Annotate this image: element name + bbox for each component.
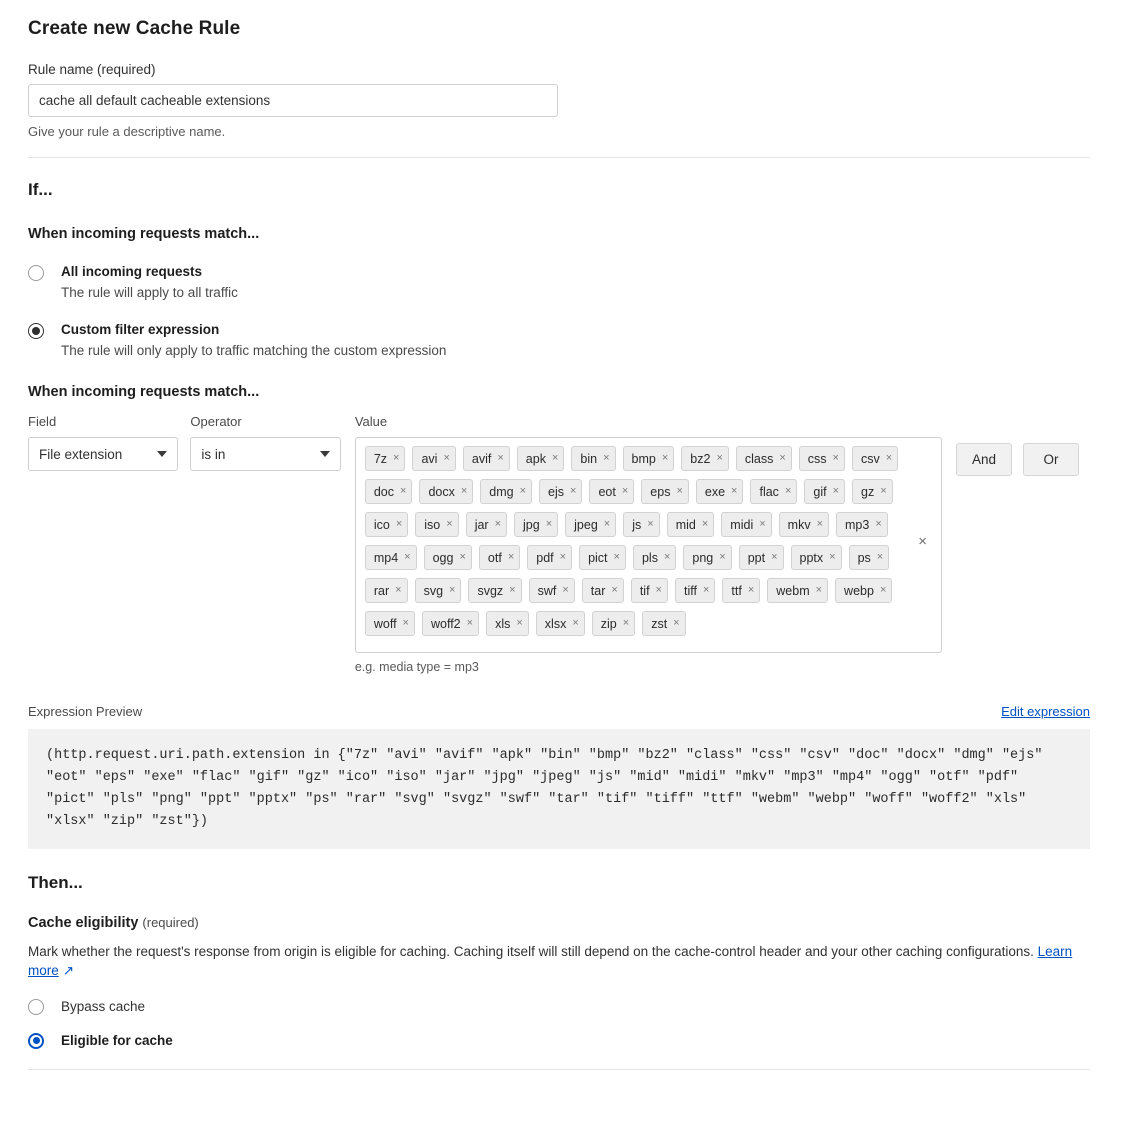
value-token-label: midi xyxy=(730,517,754,532)
field-select[interactable] xyxy=(28,437,178,471)
radio-bypass-cache[interactable] xyxy=(28,998,1090,1015)
value-token[interactable] xyxy=(631,578,668,603)
cache-eligibility-desc-text: Mark whether the request's response from origin is eligible for caching. Caching itself will still depend on the cache-control header and your other caching configurations. xyxy=(28,943,1038,959)
value-token-label: iso xyxy=(424,517,441,532)
chevron-down-icon xyxy=(320,451,330,457)
remove-token-icon[interactable]: × xyxy=(395,584,402,597)
remove-token-icon[interactable]: × xyxy=(570,485,577,498)
remove-token-icon[interactable]: × xyxy=(395,518,403,531)
remove-token-icon[interactable]: × xyxy=(879,584,887,597)
remove-token-icon[interactable]: × xyxy=(572,617,579,630)
value-token[interactable] xyxy=(722,578,760,603)
value-token-label: xlsx xyxy=(544,616,567,631)
then-section-heading: Then... xyxy=(28,872,83,892)
value-token[interactable] xyxy=(539,479,582,504)
value-token[interactable] xyxy=(571,446,615,471)
clear-all-icon[interactable]: × xyxy=(918,533,927,551)
remove-token-icon[interactable]: × xyxy=(551,452,559,465)
eligible-for-cache-label: Eligible for cache xyxy=(61,1032,173,1048)
rule-name-input[interactable] xyxy=(28,84,558,117)
remove-token-icon[interactable]: × xyxy=(621,485,629,498)
remove-token-icon[interactable]: × xyxy=(875,518,882,531)
value-token-label: mkv xyxy=(787,517,811,532)
value-token[interactable] xyxy=(675,578,715,603)
value-token-label: csv xyxy=(860,451,880,466)
value-token-label: webm xyxy=(776,583,810,598)
remove-token-icon[interactable]: × xyxy=(611,584,618,597)
remove-token-icon[interactable]: × xyxy=(443,452,450,465)
value-token-label: css xyxy=(807,451,827,466)
value-token-label: tiff xyxy=(683,583,697,598)
remove-token-icon[interactable]: × xyxy=(784,485,792,498)
value-token-label: avi xyxy=(421,451,438,466)
value-token-label: eot xyxy=(598,484,616,499)
value-token[interactable] xyxy=(750,479,797,504)
value-token-label: pdf xyxy=(536,550,554,565)
value-token-label: gz xyxy=(861,484,875,499)
value-token[interactable] xyxy=(480,479,532,504)
value-token[interactable] xyxy=(667,512,715,537)
value-token-label: ttf xyxy=(731,583,742,598)
value-token[interactable] xyxy=(696,479,744,504)
remove-token-icon[interactable]: × xyxy=(829,551,836,564)
value-token[interactable] xyxy=(365,446,406,471)
value-token[interactable] xyxy=(466,512,507,537)
radio-icon-unselected[interactable] xyxy=(28,999,44,1015)
value-token[interactable] xyxy=(683,545,731,570)
remove-token-icon[interactable]: × xyxy=(661,452,669,465)
remove-token-icon[interactable]: × xyxy=(497,452,504,465)
value-token-label: webp xyxy=(844,583,874,598)
external-link-icon: ↗ xyxy=(62,963,75,979)
value-token-label: pptx xyxy=(799,550,824,565)
field-column-label: Field xyxy=(28,414,57,430)
value-token-label: ps xyxy=(857,550,871,565)
value-token-label: ppt xyxy=(747,550,766,565)
operator-select[interactable] xyxy=(190,437,340,471)
expression-builder xyxy=(28,414,1090,674)
or-button[interactable]: Or xyxy=(1023,443,1079,476)
value-token[interactable] xyxy=(836,512,888,537)
value-token-label: exe xyxy=(704,484,726,499)
value-token[interactable] xyxy=(721,512,771,537)
value-token[interactable] xyxy=(527,545,572,570)
operator-select-value: is in xyxy=(201,446,226,462)
radio-icon-selected[interactable] xyxy=(28,323,44,339)
value-token-label: mp3 xyxy=(845,517,870,532)
value-token[interactable] xyxy=(633,545,676,570)
value-token[interactable] xyxy=(579,545,626,570)
page-title: Create new Cache Rule xyxy=(28,18,241,39)
remove-token-icon[interactable]: × xyxy=(779,452,786,465)
value-token[interactable] xyxy=(365,512,408,537)
value-token-label: zip xyxy=(600,616,617,631)
remove-token-icon[interactable]: × xyxy=(771,551,778,564)
remove-token-icon[interactable]: × xyxy=(832,452,839,465)
cache-eligibility-description xyxy=(28,942,1090,981)
radio-all-desc: The rule will apply to all traffic xyxy=(61,285,238,301)
remove-token-icon[interactable]: × xyxy=(613,551,620,564)
radio-custom-desc: The rule will only apply to traffic matching the custom expression xyxy=(61,343,447,359)
rule-name-help: Give your rule a descriptive name. xyxy=(28,124,226,139)
value-token-label: flac xyxy=(759,484,779,499)
cache-eligibility-required: (required) xyxy=(142,914,199,930)
remove-token-icon[interactable]: × xyxy=(731,485,738,498)
value-token[interactable] xyxy=(835,578,892,603)
value-token[interactable] xyxy=(589,479,634,504)
value-token-label: zst xyxy=(651,616,668,631)
bypass-cache-label: Bypass cache xyxy=(61,998,146,1014)
value-token[interactable] xyxy=(365,479,413,504)
remove-token-icon[interactable]: × xyxy=(562,584,569,597)
value-token[interactable] xyxy=(623,446,675,471)
learn-more-link[interactable]: Learn more xyxy=(28,943,1073,979)
remove-token-icon[interactable]: × xyxy=(876,551,884,564)
radio-all-incoming-requests[interactable] xyxy=(28,264,1090,300)
value-token[interactable] xyxy=(592,611,635,636)
remove-token-icon[interactable]: × xyxy=(519,485,527,498)
value-token-label: js xyxy=(632,517,642,532)
remove-token-icon[interactable]: × xyxy=(655,584,662,597)
value-token[interactable] xyxy=(419,479,473,504)
value-token[interactable] xyxy=(799,446,845,471)
remove-token-icon[interactable]: × xyxy=(622,617,630,630)
value-token-label: 7z xyxy=(373,451,388,466)
if-section-heading: If... xyxy=(28,180,53,199)
remove-token-icon[interactable]: × xyxy=(449,584,456,597)
remove-token-icon[interactable]: × xyxy=(663,551,671,564)
cache-eligibility-heading xyxy=(28,915,1090,931)
value-token-label: xls xyxy=(495,616,511,631)
value-token-label: avif xyxy=(471,451,492,466)
value-token[interactable] xyxy=(365,545,417,570)
value-token[interactable] xyxy=(422,611,479,636)
value-token[interactable] xyxy=(415,512,458,537)
operator-column-label: Operator xyxy=(190,414,242,430)
value-token[interactable] xyxy=(463,446,510,471)
and-button[interactable]: And xyxy=(956,443,1012,476)
divider xyxy=(28,157,1090,158)
remove-token-icon[interactable]: × xyxy=(507,551,515,564)
value-token-label: jpg xyxy=(523,517,540,532)
value-token-label: otf xyxy=(487,550,502,565)
remove-token-icon[interactable]: × xyxy=(759,518,766,531)
value-token-label: ejs xyxy=(548,484,565,499)
match-subheading: When incoming requests match... xyxy=(28,226,260,242)
radio-icon-unselected[interactable] xyxy=(28,265,44,281)
remove-token-icon[interactable]: × xyxy=(516,617,523,630)
remove-token-icon[interactable]: × xyxy=(603,518,611,531)
value-token-label: bz2 xyxy=(690,451,711,466)
value-token-label: tar xyxy=(590,583,606,598)
value-token[interactable] xyxy=(365,578,408,603)
remove-token-icon[interactable]: × xyxy=(832,485,840,498)
remove-token-icon[interactable]: × xyxy=(509,584,516,597)
remove-token-icon[interactable]: × xyxy=(494,518,502,531)
remove-token-icon[interactable]: × xyxy=(603,452,610,465)
value-token-label: class xyxy=(744,451,774,466)
value-token[interactable] xyxy=(849,545,890,570)
value-token-label: png xyxy=(692,550,714,565)
builder-heading: When incoming requests match... xyxy=(28,384,260,401)
remove-token-icon[interactable]: × xyxy=(676,485,683,498)
value-token-label: mid xyxy=(675,517,696,532)
radio-custom-filter-expression[interactable] xyxy=(28,322,1090,358)
remove-token-icon[interactable]: × xyxy=(880,485,887,498)
value-token[interactable] xyxy=(412,446,455,471)
radio-icon-selected[interactable] xyxy=(28,1033,44,1049)
remove-token-icon[interactable]: × xyxy=(702,584,710,597)
value-token[interactable] xyxy=(767,578,828,603)
value-token-input[interactable] xyxy=(355,437,942,653)
remove-token-icon[interactable]: × xyxy=(815,584,823,597)
value-token-label: svgz xyxy=(477,583,504,598)
cache-eligibility-title: Cache eligibility xyxy=(28,914,139,931)
value-token[interactable] xyxy=(565,512,616,537)
expression-preview-text: (http.request.uri.path.extension in {"7z" "avi" "avif" "apk" "bin" "bmp" "bz2" "class" "css" "csv" "doc" "docx" "dmg" "ejs" "eot" "eps" "exe" "flac" "gif" "gz" "ico" "iso" "jar" "jpg" "jpeg" "js" "mid" "midi" "mkv" "mp3" "mp4" "ogg" "otf" "pdf" "pict" "pls" "png" "ppt" "pptx" "ps" "rar" "svg" "svgz" "swf" "tar" "tif" "tiff" "ttf" "webm" "webp" "woff" "woff2" "xls" "xlsx" "zip" "zst"}) xyxy=(28,729,1090,848)
remove-token-icon[interactable]: × xyxy=(400,485,407,498)
remove-token-icon[interactable]: × xyxy=(545,518,553,531)
value-token-label: apk xyxy=(525,451,546,466)
remove-token-icon[interactable]: × xyxy=(716,452,723,465)
remove-token-icon[interactable]: × xyxy=(446,518,453,531)
value-token[interactable] xyxy=(424,545,472,570)
remove-token-icon[interactable]: × xyxy=(673,617,680,630)
value-token-label: pict xyxy=(588,550,608,565)
value-token-label: swf xyxy=(537,583,557,598)
value-token[interactable] xyxy=(736,446,792,471)
value-token-label: bmp xyxy=(631,451,656,466)
value-token[interactable] xyxy=(365,611,415,636)
remove-token-icon[interactable]: × xyxy=(460,485,468,498)
value-token-label: ico xyxy=(373,517,390,532)
value-token-label: mp4 xyxy=(373,550,399,565)
value-token[interactable] xyxy=(415,578,462,603)
value-token-label: rar xyxy=(373,583,390,598)
remove-token-icon[interactable]: × xyxy=(459,551,466,564)
edit-expression-link[interactable]: Edit expression xyxy=(1001,704,1090,720)
divider-bottom xyxy=(28,1069,1090,1070)
rule-name-label: Rule name (required) xyxy=(28,62,156,77)
value-token[interactable] xyxy=(517,446,565,471)
remove-token-icon[interactable]: × xyxy=(816,518,824,531)
value-hint: e.g. media type = mp3 xyxy=(354,660,479,675)
remove-token-icon[interactable]: × xyxy=(647,518,654,531)
value-token-label: jar xyxy=(474,517,489,532)
field-select-value: File extension xyxy=(39,446,123,462)
remove-token-icon[interactable]: × xyxy=(719,551,726,564)
value-token-label: pls xyxy=(641,550,658,565)
value-token[interactable] xyxy=(804,479,845,504)
remove-token-icon[interactable]: × xyxy=(701,518,709,531)
value-token-label: woff2 xyxy=(430,616,461,631)
value-token[interactable] xyxy=(529,578,575,603)
value-token[interactable] xyxy=(536,611,585,636)
value-token[interactable] xyxy=(486,611,529,636)
value-token[interactable] xyxy=(791,545,842,570)
token-list xyxy=(365,446,925,644)
value-token[interactable] xyxy=(739,545,784,570)
value-token-label: dmg xyxy=(489,484,514,499)
remove-token-icon[interactable]: × xyxy=(402,617,409,630)
value-token[interactable] xyxy=(468,578,521,603)
value-token[interactable] xyxy=(681,446,729,471)
value-token-label: svg xyxy=(423,583,444,598)
value-token[interactable] xyxy=(641,479,689,504)
value-column-label: Value xyxy=(354,414,388,430)
value-token-label: ogg xyxy=(432,550,454,565)
remove-token-icon[interactable]: × xyxy=(559,551,567,564)
value-token[interactable] xyxy=(852,446,898,471)
value-token-label: doc xyxy=(373,484,394,499)
value-token-label: eps xyxy=(650,484,671,499)
value-token[interactable] xyxy=(852,479,893,504)
remove-token-icon[interactable]: × xyxy=(466,617,474,630)
value-token[interactable] xyxy=(623,512,659,537)
radio-custom-label: Custom filter expression xyxy=(61,322,220,338)
value-token[interactable] xyxy=(779,512,829,537)
value-token-label: tif xyxy=(639,583,650,598)
value-token[interactable] xyxy=(642,611,685,636)
value-token[interactable] xyxy=(479,545,520,570)
remove-token-icon[interactable]: × xyxy=(747,584,755,597)
expression-preview-label: Expression Preview xyxy=(28,704,143,720)
remove-token-icon[interactable]: × xyxy=(404,551,411,564)
value-token-label: woff xyxy=(373,616,397,631)
value-token-label: gif xyxy=(813,484,827,499)
value-token-label: docx xyxy=(428,484,455,499)
remove-token-icon[interactable]: × xyxy=(393,452,400,465)
value-token[interactable] xyxy=(514,512,558,537)
value-token[interactable] xyxy=(582,578,624,603)
value-token-label: bin xyxy=(580,451,598,466)
value-token-label: jpeg xyxy=(574,517,598,532)
radio-eligible-for-cache[interactable] xyxy=(28,1032,1090,1049)
radio-all-label: All incoming requests xyxy=(61,264,203,279)
remove-token-icon[interactable]: × xyxy=(885,452,893,465)
chevron-down-icon xyxy=(157,451,167,457)
